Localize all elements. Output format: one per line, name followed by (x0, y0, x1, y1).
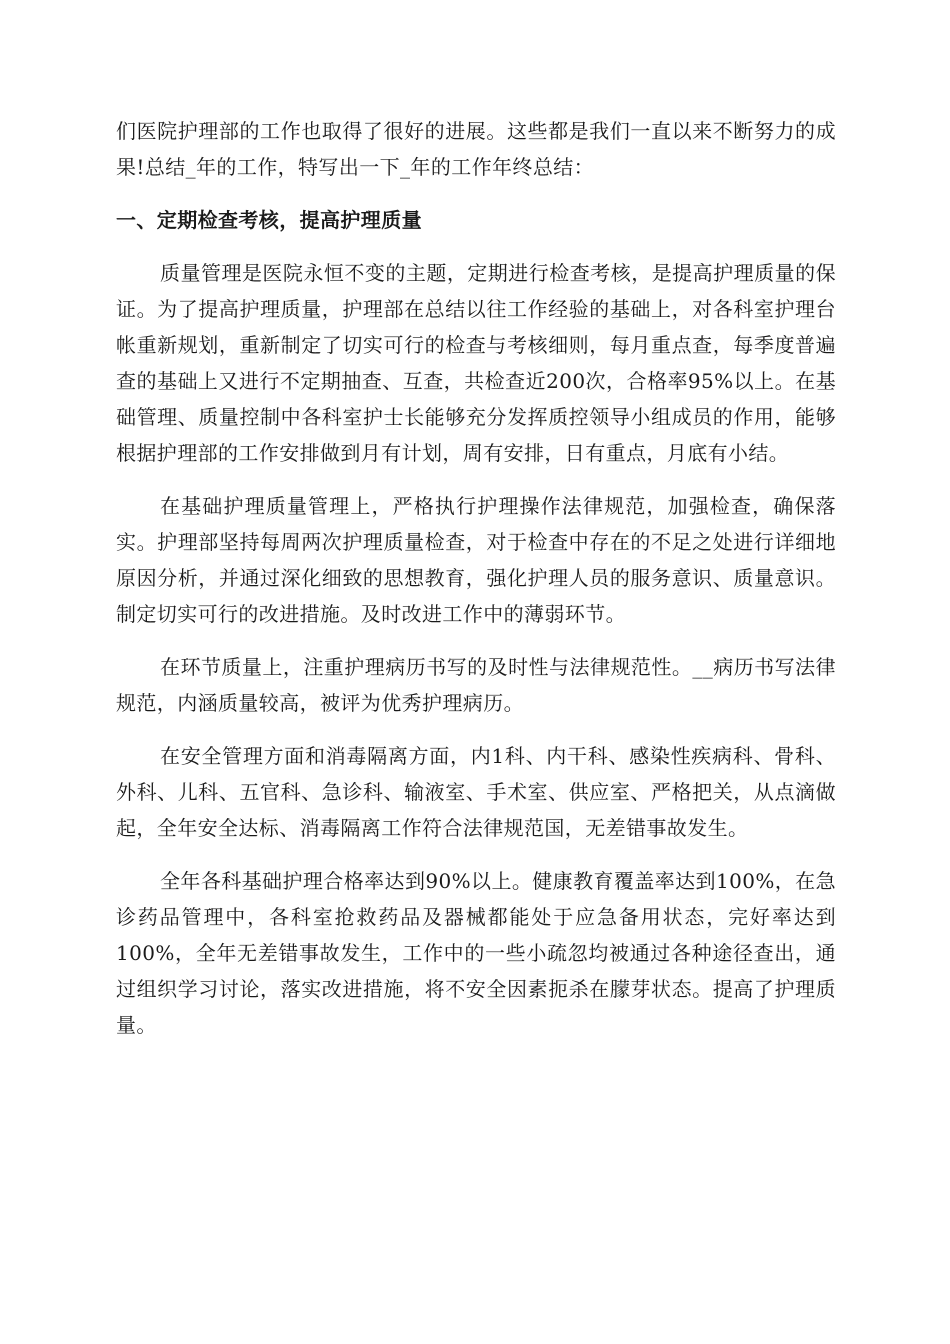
paragraph-basic-care: 在基础护理质量管理上，严格执行护理操作法律规范，加强检查，确保落实。护理部坚持每周两次护理质量检查，对于检查中存在的不足之处进行详细地原因分析，并通过深化细致的思想教育，强化护理人员的服务意识、质量意识。制定切实可行的改进措施。及时改进工作中的薄弱环节。 (116, 494, 836, 626)
paragraph-safety-management: 在安全管理方面和消毒隔离方面，内1科、内干科、感染性疾病科、骨科、外科、儿科、五官科、急诊科、输液室、手术室、供应室、严格把关，从点滴做起，全年安全达标、消毒隔离工作符合法律规范国，无差错事故发生。 (116, 744, 836, 840)
paragraph-annual-results: 全年各科基础护理合格率达到90%以上。健康教育覆盖率达到100%，在急诊药品管理中，各科室抢救药品及器械都能处于应急备用状态，完好率达到100%，全年无差错事故发生，工作中的一些小疏忽均被通过各种途径查出，通过组织学习讨论，落实改进措施，将不安全因素扼杀在朦芽状态。提高了护理质量。 (116, 869, 836, 1037)
section-heading: 一、定期检查考核，提高护理质量 (116, 208, 422, 232)
paragraph-process-quality: 在环节质量上，注重护理病历书写的及时性与法律规范性。__病历书写法律规范，内涵质量较高，被评为优秀护理病历。 (116, 655, 836, 715)
paragraph-quality-management: 质量管理是医院永恒不变的主题，定期进行检查考核，是提高护理质量的保证。为了提高护理质量，护理部在总结以往工作经验的基础上，对各科室护理台帐重新规划，重新制定了切实可行的检查与考核细则，每月重点查，每季度普遍查的基础上又进行不定期抽查、互查，共检查近200次，合格率95%以上。在基础管理、质量控制中各科室护士长能够充分发挥质控领导小组成员的作用，能够根据护理部的工作安排做到月有计划，周有安排，日有重点，月底有小结。 (116, 261, 836, 465)
intro-paragraph: 们医院护理部的工作也取得了很好的进展。这些都是我们一直以来不断努力的成果!总结_年的工作，特写出一下_年的工作年终总结： (116, 119, 836, 179)
document-body (116, 113, 836, 1060)
